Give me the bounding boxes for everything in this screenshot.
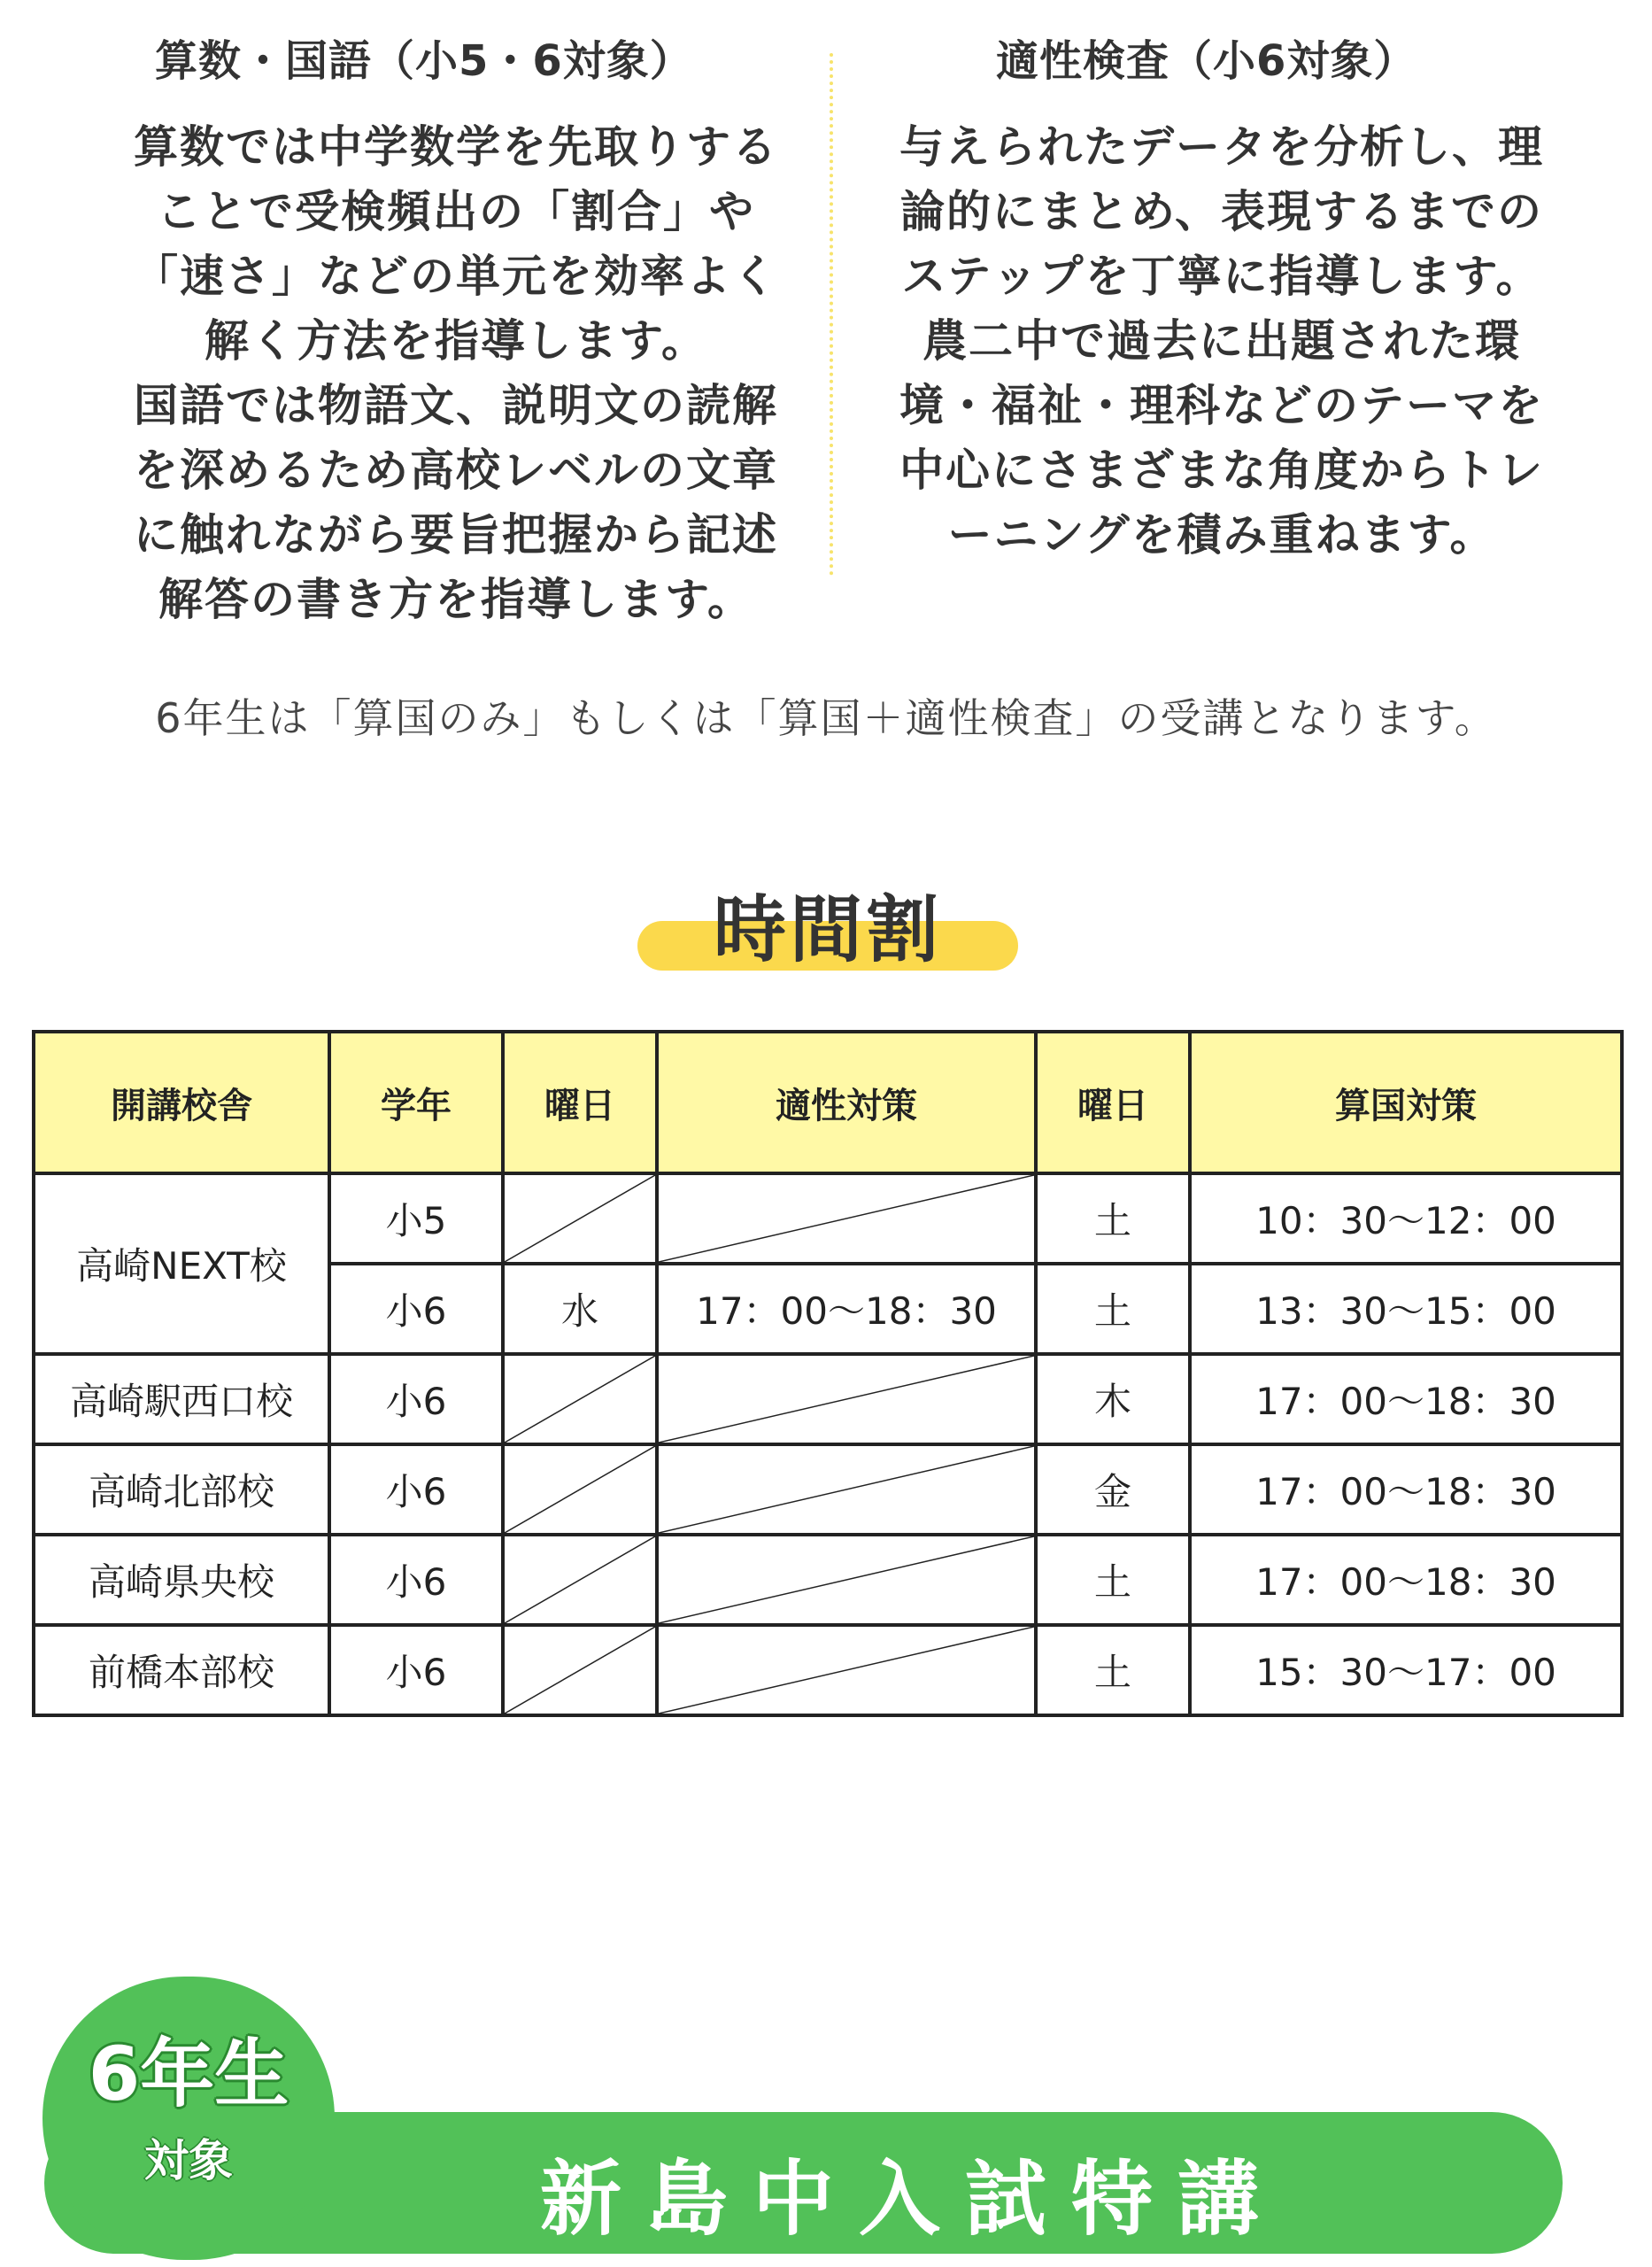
desc-line: に触れながら要旨把握から記述 [134, 509, 778, 561]
empty-slash-cell [657, 1535, 1036, 1625]
grade-cell: 小6 [329, 1444, 503, 1535]
math-day-cell: 土 [1036, 1625, 1190, 1715]
table-header-row [34, 1032, 1622, 1173]
badge-grade-label: 6年生 [88, 2031, 289, 2117]
campus-cell: 高崎駅西口校 [34, 1354, 329, 1444]
math-time-cell: 17：00〜18：30 [1190, 1354, 1622, 1444]
header-apt-day: 曜日 [503, 1032, 657, 1173]
timetable [32, 1030, 1624, 1717]
math-day-cell: 金 [1036, 1444, 1190, 1535]
desc-line: 解く方法を指導します。 [205, 315, 707, 367]
grade-cell: 小5 [329, 1173, 503, 1264]
campus-cell: 前橋本部校 [34, 1625, 329, 1715]
desc-line: 国語では物語文、説明文の読解 [134, 380, 778, 431]
empty-slash-cell [503, 1354, 657, 1444]
desc-line: 解答の書き方を指導します。 [158, 574, 753, 625]
empty-slash-cell [657, 1444, 1036, 1535]
empty-slash-cell [503, 1625, 657, 1715]
desc-line: 境・福祉・理科などのテーマを [899, 380, 1544, 431]
header-aptitude: 適性対策 [657, 1032, 1036, 1173]
campus-cell: 高崎県央校 [34, 1535, 329, 1625]
empty-slash-cell [657, 1625, 1036, 1715]
course-title-aptitude: 適性検査（小6対象） [996, 36, 1417, 86]
desc-line: ステップを丁寧に指導します。 [901, 251, 1542, 302]
header-math-japanese: 算国対策 [1190, 1032, 1622, 1173]
header-grade: 学年 [329, 1032, 503, 1173]
grade-cell: 小6 [329, 1625, 503, 1715]
desc-line: ことで受検頻出の「割合」や [157, 186, 755, 237]
campus-cell: 高崎北部校 [34, 1444, 329, 1535]
apt-day-cell: 水 [503, 1264, 657, 1354]
empty-slash-cell [657, 1354, 1036, 1444]
table-row [34, 1354, 1622, 1444]
math-day-cell: 土 [1036, 1264, 1190, 1354]
math-time-cell: 15：30〜17：00 [1190, 1625, 1622, 1715]
course-desc-aptitude [872, 115, 1571, 568]
table-row [34, 1173, 1622, 1264]
empty-slash-cell [503, 1535, 657, 1625]
enrollment-note: 6年生は「算国のみ」もしくは「算国＋適性検査」の受講となります。 [155, 694, 1497, 742]
empty-slash-cell [503, 1173, 657, 1264]
course-title-math-japanese: 算数・国語（小5・6対象） [155, 36, 693, 86]
math-time-cell: 17：00〜18：30 [1190, 1535, 1622, 1625]
grade-cell: 小6 [329, 1354, 503, 1444]
math-day-cell: 木 [1036, 1354, 1190, 1444]
desc-line: 中心にさまざまな角度からトレ [899, 445, 1544, 496]
math-time-cell: 17：00〜18：30 [1190, 1444, 1622, 1535]
empty-slash-cell [503, 1444, 657, 1535]
header-math-day: 曜日 [1036, 1032, 1190, 1173]
campus-cell: 高崎NEXT校 [34, 1173, 329, 1354]
timetable-heading: 時間割 [713, 888, 942, 972]
math-time-cell: 13：30〜15：00 [1190, 1264, 1622, 1354]
banner-title: 新島中入試特講 [539, 2152, 1284, 2247]
desc-line: 「速さ」などの単元を効率よく [134, 251, 778, 302]
table-row [34, 1535, 1622, 1625]
math-day-cell: 土 [1036, 1535, 1190, 1625]
grade-cell: 小6 [329, 1535, 503, 1625]
desc-line: 農二中で過去に出題された環 [922, 315, 1521, 367]
table-row [34, 1625, 1622, 1715]
desc-line: 論的にまとめ、表現するまでの [900, 186, 1543, 237]
apt-time-cell: 17：00〜18：30 [657, 1264, 1036, 1354]
course-desc-math-japanese [106, 115, 806, 632]
desc-line: ーニングを積み重ねます。 [947, 509, 1496, 561]
empty-slash-cell [657, 1173, 1036, 1264]
desc-line: を深めるため高校レベルの文章 [134, 445, 778, 496]
desc-line: 算数では中学数学を先取りする [134, 121, 778, 173]
math-day-cell: 土 [1036, 1173, 1190, 1264]
desc-line: 与えられたデータを分析し、理 [899, 121, 1544, 173]
table-row [34, 1444, 1622, 1535]
grade-cell: 小6 [329, 1264, 503, 1354]
header-campus: 開講校舎 [34, 1032, 329, 1173]
math-time-cell: 10：30〜12：00 [1190, 1173, 1622, 1264]
badge-target-label: 対象 [144, 2135, 233, 2186]
column-divider [830, 53, 833, 576]
